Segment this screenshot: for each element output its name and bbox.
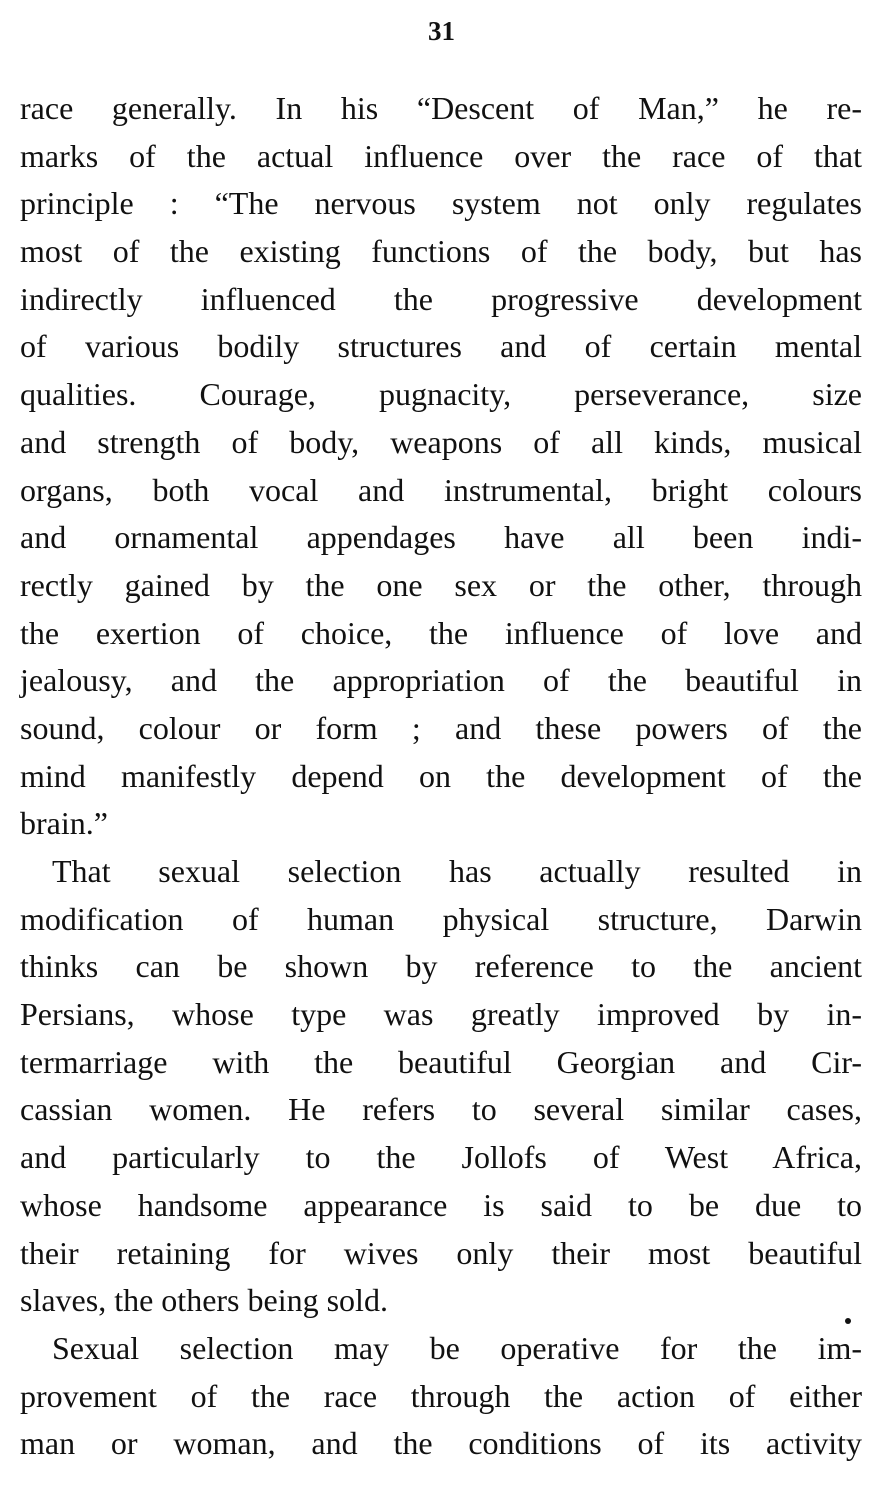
- text-line: and ornamental appendages have all been indi-: [20, 519, 862, 556]
- text-line: most of the existing functions of the body, but has: [20, 233, 862, 270]
- text-line: cassian women. He refers to several similar cases,: [20, 1091, 862, 1128]
- text-line: organs, both vocal and instrumental, bright colours: [20, 471, 862, 508]
- text-line: principle : “The nervous system not only regulates: [20, 185, 862, 222]
- text-line: termarriage with the beautiful Georgian and Cir-: [20, 1043, 862, 1080]
- text-line: indirectly influenced the progressive development: [20, 280, 862, 317]
- paragraph-start-line: Sexual selection may be operative for the im-: [52, 1329, 862, 1366]
- text-line: marks of the actual influence over the race of that: [20, 137, 862, 174]
- text-line: slaves, the others being sold.: [20, 1282, 388, 1319]
- text-line: whose handsome appearance is said to be due to: [20, 1186, 862, 1223]
- text-line: thinks can be shown by reference to the ancient: [20, 948, 862, 985]
- text-line: race generally. In his “Descent of Man,” he re-: [20, 90, 862, 126]
- text-line: qualities. Courage, pugnacity, perseverance, size: [20, 376, 862, 413]
- text-line: sound, colour or form ; and these powers of the: [20, 709, 862, 746]
- paragraph-start-line: That sexual selection has actually resulted in: [52, 853, 862, 889]
- text-line: rectly gained by the one sex or the other, through: [20, 566, 862, 603]
- page-number: 31: [428, 16, 455, 46]
- text-line: jealousy, and the appropriation of the beautiful in: [20, 662, 862, 699]
- text-line: provement of the race through the action of either: [20, 1377, 862, 1414]
- text-line: Persians, whose type was greatly improved by in-: [20, 996, 862, 1033]
- text-line: of various bodily structures and of certain mental: [20, 328, 862, 365]
- text-line: modification of human physical structure, Darwin: [20, 900, 862, 937]
- text-line: and particularly to the Jollofs of West Africa,: [20, 1139, 862, 1176]
- ink-speck: [845, 1318, 851, 1324]
- body-text: [20, 85, 862, 1468]
- text-line: brain.”: [20, 805, 108, 842]
- text-line: their retaining for wives only their most beautiful: [20, 1234, 862, 1271]
- text-line: man or woman, and the conditions of its activity: [20, 1425, 862, 1462]
- text-line: mind manifestly depend on the development of the: [20, 757, 862, 794]
- text-line: and strength of body, weapons of all kinds, musical: [20, 423, 862, 460]
- text-line: the exertion of choice, the influence of love and: [20, 614, 862, 651]
